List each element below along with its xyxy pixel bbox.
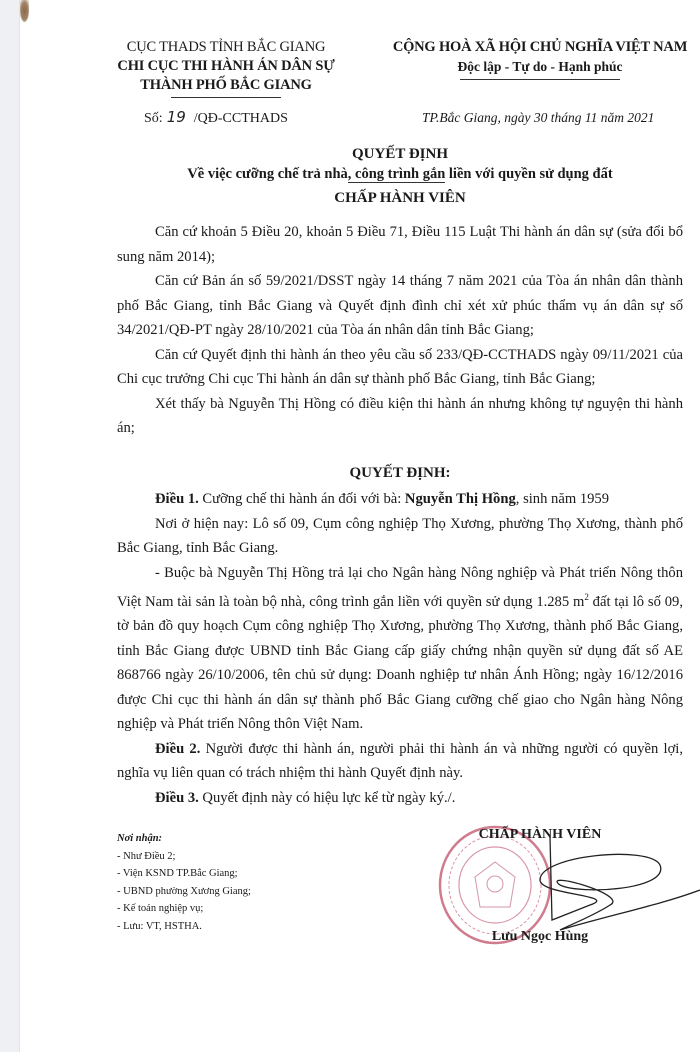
article-1-residence: Nơi ở hiện nay: Lô số 09, Cụm công nghiệp Thọ Xương, phường Thọ Xương, thành phố Bắc Giang, tỉnh Bắc Giang. [117,515,683,556]
national-motto: Độc lập - Tự do - Hạnh phúc [457,59,623,74]
article-3 [117,786,683,811]
subtitle-underlined-part: , công trình gắn [347,166,446,182]
document-subtitle [100,166,700,183]
document-number [144,108,288,127]
square-meter-superscript: 2 [584,592,589,602]
article-1-text: Cưỡng chế thi hành án đối với bà: [198,491,405,507]
obligation-text: đất tại lô số 09, tờ bản đồ quy hoạch Cụm công nghiệp Thọ Xương, phường Thọ Xương, thành phố Bắc Giang, tỉnh Bắc Giang được UBND tỉnh Bắc Giang cấp giấy chứng nhận quyền sử dụng đất số AE 868766 ngày 26/10/2006, tên chủ sử dụng: Doanh nghiệp tư nhân Ánh Hồng; ngày 16/12/2016 được Chi cục thi hành án dân sự thành phố Bắc Giang cưỡng chế giao cho Ngân hàng Nông nghiệp và Phát triển Nông thôn Việt Nam. [117,593,683,733]
agency-line-1: CỤC THADS TỈNH BẮC GIANG [126,39,326,55]
issuing-agency-block [112,38,340,98]
decision-heading: QUYẾT ĐỊNH: [349,465,451,481]
preamble-paragraph: Căn cứ Bản án số 59/2021/DSST ngày 14 tháng 7 năm 2021 của Tòa án nhân dân thành phố Bắc Giang, tỉnh Bắc Giang và Quyết định đình chỉ xét xử phúc thẩm vụ án dân sự số 34/2021/QĐ-PT ngày 28/10/2021 của Tòa án nhân dân tỉnh Bắc Giang; [117,273,683,338]
article-3-text: Quyết định này có hiệu lực kể từ ngày ký./. [198,789,456,806]
recipient-item: - Lưu: VT, HSTHA. [117,920,202,932]
motto-underline [460,79,620,80]
recipient-item: - Kế toán nghiệp vụ; [117,903,204,914]
issuer-role-heading: CHẤP HÀNH VIÊN [334,190,466,206]
national-title-block [380,38,700,80]
agency-line-3: THÀNH PHỐ BẮC GIANG [140,77,312,93]
preamble-paragraph: Căn cứ khoản 5 Điều 20, khoản 5 Điều 71, Điều 115 Luật Thi hành án dân sự (sửa đổi bổ sung năm 2014); [117,224,683,265]
signatory-name: Lưu Ngọc Hùng [491,929,589,944]
doc-number-suffix: /QĐ-CCTHADS [193,111,288,126]
recipient-item: - Như Điều 2; [117,850,176,862]
place-and-date: TP.Bắc Giang, ngày 30 tháng 11 năm 2021 [422,110,655,125]
article-2-text: Người được thi hành án, người phải thi hành án và những người có quyền lợi, nghĩa vụ liên quan có trách nhiệm thi hành Quyết định này. [117,740,683,782]
agency-line-2: CHI CỤC THI HÀNH ÁN DÂN SỰ [117,58,335,74]
article-2 [117,737,683,786]
article-1-obligation [117,561,683,737]
agency-underline [171,97,281,98]
handwritten-signature-icon [500,835,700,945]
doc-number-handwritten: 19 [166,108,186,126]
articles [117,487,683,810]
obligation-text: - Buộc bà Nguyễn Thị Hồng trả lại cho Ngân hàng Nông nghiệp và Phát triển Nông thôn Việt Nam tài sản là toàn bộ nhà, công trình gắn liền với quyền sử dụng 1.285 m [117,564,683,610]
recipient-item: - UBND phường Xương Giang; [117,885,251,897]
article-1-birth-year: , sinh năm 1959 [515,491,610,507]
recipients-label: Nơi nhận: [117,833,163,844]
preamble-paragraph: Căn cứ Quyết định thi hành án theo yêu cầu số 233/QĐ-CCTHADS ngày 09/11/2021 của Chi cục trưởng Chi cục Thi hành án dân sự thành phố Bắc Giang, tỉnh Bắc Giang; [117,346,683,387]
preamble-paragraph: Xét thấy bà Nguyễn Thị Hồng có điều kiện thi hành án nhưng không tự nguyện thi hành án; [117,395,683,436]
national-title: CỘNG HOÀ XÃ HỘI CHỦ NGHĨA VIỆT NAM [392,39,688,55]
preamble [117,220,683,441]
article-3-label: Điều 3. [155,789,199,806]
article-2-label: Điều 2. [155,740,201,757]
recipients-block [117,830,251,935]
signatory-title: CHẤP HÀNH VIÊN [478,827,602,842]
enforced-person-name: Nguyễn Thị Hồng [404,491,516,507]
doc-number-prefix: Số: [144,111,163,126]
article-1 [117,487,683,512]
subtitle-part: liền với quyền sử dụng đất [445,166,613,182]
recipient-item: - Viện KSND TP.Bắc Giang; [117,868,238,879]
article-1-label: Điều 1. [155,491,199,507]
document-title: QUYẾT ĐỊNH [352,146,448,162]
subtitle-part: Về việc cưỡng chế trả nhà [187,166,348,182]
